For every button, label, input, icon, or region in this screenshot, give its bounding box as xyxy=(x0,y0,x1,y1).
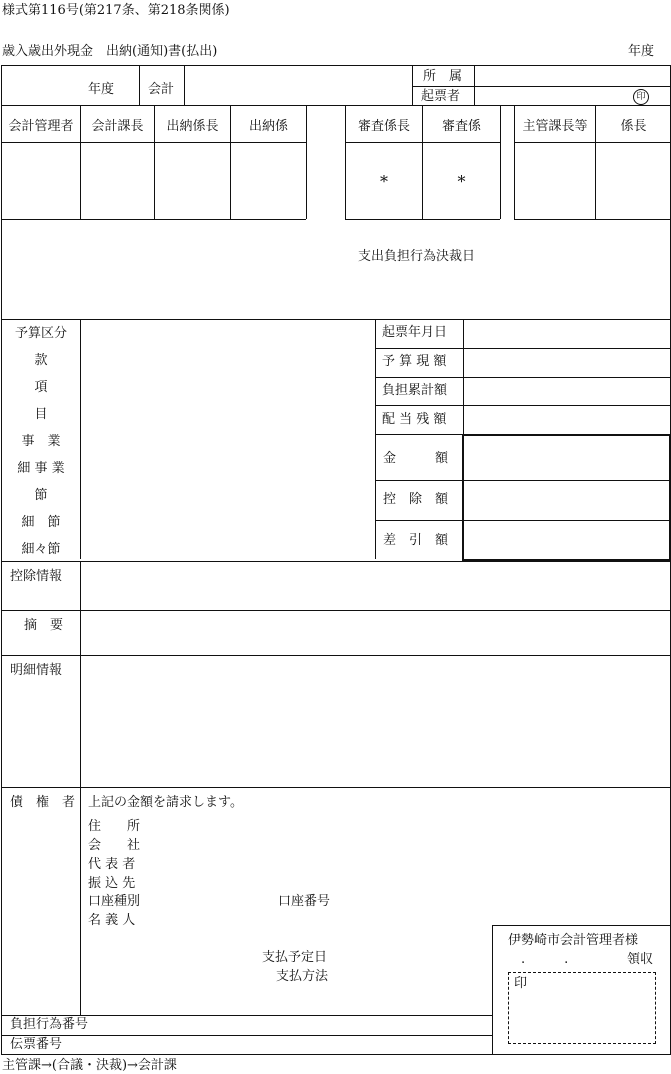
top-account-label: 会計 xyxy=(148,82,175,97)
creditor-representative-label: 代 表 者 xyxy=(88,857,136,872)
budget-label-category: 予算区分 xyxy=(14,326,67,341)
approval-section-head: 主管課長等 xyxy=(522,119,588,134)
header-year-label: 年度 xyxy=(628,44,655,59)
creditor-label: 債 権 者 xyxy=(10,795,76,810)
approval-group-chief: 係長 xyxy=(620,119,647,134)
allocation-balance-label: 配 当 残 額 xyxy=(382,412,447,427)
amount-field[interactable] xyxy=(466,438,666,478)
receipt-seal-label: 印 xyxy=(514,976,528,991)
seal-icon: 印 xyxy=(633,89,649,105)
budget-label-saisaisetsu: 細々節 xyxy=(21,542,61,557)
review-chief-mark: * xyxy=(380,172,388,191)
budget-label-saisetsu: 細 節 xyxy=(21,515,61,530)
deduction-amount-field[interactable] xyxy=(466,483,666,518)
request-text: 上記の金額を請求します。 xyxy=(88,795,243,810)
reviewer-mark: * xyxy=(457,172,466,191)
draft-date-label: 起票年月日 xyxy=(382,325,448,340)
approval-cashier: 出納係 xyxy=(248,119,288,134)
approval-cashier-chief: 出納係長 xyxy=(166,119,219,134)
approval-reviewer: 審査係 xyxy=(441,119,481,134)
burden-total-label: 負担累計額 xyxy=(382,383,448,398)
drafter-field[interactable] xyxy=(477,88,627,103)
drafter-label: 起票者 xyxy=(421,89,461,104)
form-title: 歳入歳出外現金 出納(通知)書(払出) xyxy=(2,44,218,59)
routing-text: 主管課→(合議・決裁)→会計課 xyxy=(2,1058,177,1073)
creditor-holder-label: 名 義 人 xyxy=(88,913,136,928)
approval-accounting-manager: 会計管理者 xyxy=(8,119,74,134)
creditor-transfer-label: 振 込 先 xyxy=(88,876,136,891)
budget-label-project: 事 業 xyxy=(21,434,61,449)
receipt-date-dots: . . xyxy=(521,952,569,967)
affiliation-field[interactable] xyxy=(477,68,667,84)
budget-label-moku: 目 xyxy=(34,407,48,422)
budget-label-kan: 款 xyxy=(34,353,48,368)
account-number-label: 口座番号 xyxy=(278,894,331,909)
decision-date-label: 支出負担行為決裁日 xyxy=(358,249,476,264)
net-amount-label: 差 引 額 xyxy=(383,533,449,548)
payment-date-label: 支払予定日 xyxy=(262,950,328,965)
receipt-to: 伊勢崎市会計管理者様 xyxy=(508,933,639,948)
creditor-account-type-label: 口座種別 xyxy=(88,894,141,909)
budget-current-label: 予 算 現 額 xyxy=(382,354,447,369)
receipt-received: 領収 xyxy=(627,952,654,967)
budget-label-kou: 項 xyxy=(34,380,48,395)
form-number: 様式第116号(第217条、第218条関係) xyxy=(2,3,230,18)
details-label: 明細情報 xyxy=(10,663,63,678)
creditor-company-label: 会 社 xyxy=(88,838,141,853)
deduction-info-label: 控除情報 xyxy=(10,569,63,584)
commitment-number-label: 負担行為番号 xyxy=(10,1017,89,1032)
top-year-label: 年度 xyxy=(88,82,115,97)
receipt-seal-area[interactable] xyxy=(508,972,656,1044)
affiliation-label: 所 属 xyxy=(423,69,463,84)
creditor-address-label: 住 所 xyxy=(88,819,141,834)
deduction-amount-label: 控 除 額 xyxy=(383,492,449,507)
approval-accounting-chief: 会計課長 xyxy=(91,119,144,134)
budget-label-subproject: 細 事 業 xyxy=(17,461,65,476)
approval-review-chief: 審査係長 xyxy=(357,119,410,134)
net-amount-field[interactable] xyxy=(466,523,666,558)
budget-label-setsu: 節 xyxy=(34,488,48,503)
slip-number-label: 伝票番号 xyxy=(10,1037,63,1052)
payment-method-label: 支払方法 xyxy=(276,969,329,984)
summary-label: 摘 要 xyxy=(24,618,64,633)
amount-label: 金 額 xyxy=(383,451,449,466)
